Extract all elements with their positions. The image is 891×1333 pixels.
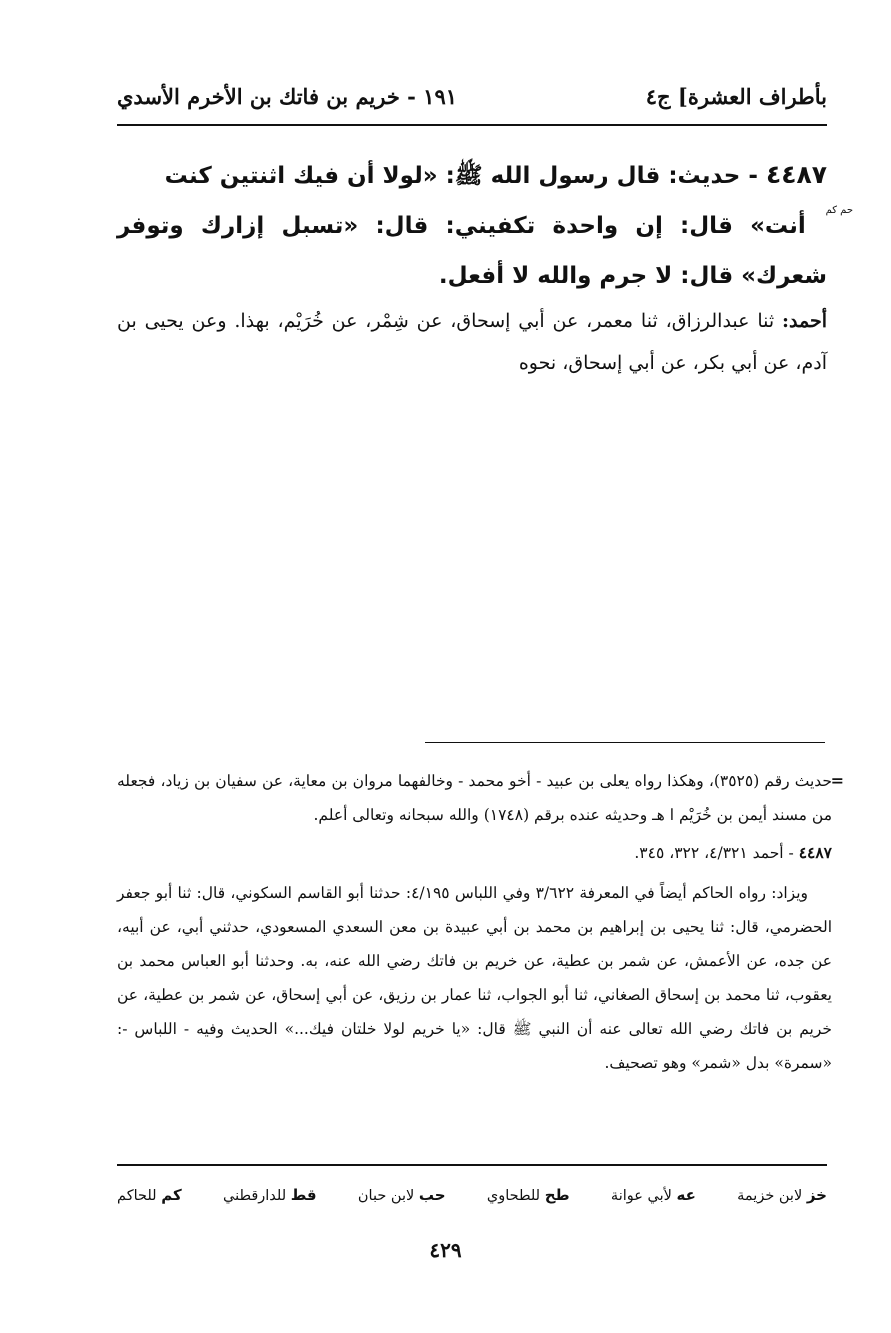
footnote-divider	[425, 742, 825, 743]
footnote-addition: ويزاد: رواه الحاكم أيضاً في المعرفة ٣/٦٢٢ وفي اللباس ٤/١٩٥: حدثنا أبو القاسم السكوني، قال: ثنا أبو جعفر الحضرمي، قال: ثنا يحيى بن إبراهيم بن محمد بن أبي عبيدة بن معن السعدي المسعودي، حدثني أبي، عن أبيه، عن جده، عن الأعمش، عن شمر بن عطية، عن خريم بن فاتك رضي الله عنه، به. وحدثنا أبو العباس محمد بن يعقوب، ثنا محمد بن إسحاق الصغاني، ثنا أبو الجواب، ثنا عمار بن رزيق، عن أبي إسحاق، عن شمر بن عطية، عن خريم بن فاتك رضي الله تعالى عنه أن النبي ﷺ قال: «يا خريم لولا خلتان فيك...» الحديث وفيه - اللباس -: «سمرة» بدل «شمر» وهو تصحيف.	[117, 884, 832, 1072]
hadith-number: ٤٤٨٧	[765, 160, 827, 189]
legend-item: عه لأبي عوانة	[610, 1186, 696, 1204]
header-section-title: ١٩١ - خريم بن فاتك بن الأخرم الأسدي	[117, 83, 458, 109]
footnote-ref-number: ٤٤٨٧	[798, 843, 832, 862]
legend-item: حب لابن حبان	[357, 1186, 446, 1204]
hadith-entry	[117, 150, 853, 301]
footnotes	[117, 764, 844, 1080]
page-number: ٤٢٩	[429, 1238, 462, 1262]
footnote-ref-text: - أحمد ٤/٣٢١، ٣٢٢، ٣٤٥.	[634, 844, 794, 862]
hadith-source-symbols: حم كم	[825, 205, 853, 216]
footnote-continuation-marker: =	[830, 771, 844, 790]
source-label: أحمد:	[782, 310, 827, 332]
legend-item: قط للدارقطني	[222, 1186, 317, 1204]
header-book-title: بأطراف العشرة] ج٤	[645, 83, 827, 109]
legend-item: خز لابن خزيمة	[737, 1186, 827, 1204]
legend-item: طح للطحاوي	[486, 1186, 570, 1204]
footnote-continuation: حديث رقم (٣٥٢٥)، وهكذا رواه يعلى بن عبيد - أخو محمد - وخالفهما مروان بن معاية، عن سفيان بن زياد، فجعله من مسند أيمن بن خُرَيْم ا هـ وحديثه عنده برقم (١٧٤٨) والله سبحانه وتعالى أعلم.	[117, 772, 832, 824]
abbreviation-legend	[117, 1178, 827, 1212]
legend-divider	[117, 1164, 827, 1166]
hadith-text-line1: - حديث: قال رسول الله ﷺ: «لولا أن فيك اثنتين كنت	[164, 163, 758, 189]
hadith-text-rest: أنت» قال: إن واحدة تكفيني: قال: «تسبل إزارك وتوفر شعرك» قال: لا جرم والله لا أفعل.	[117, 213, 827, 289]
chain-of-narration	[117, 300, 827, 384]
header-divider	[117, 124, 827, 126]
running-header	[117, 78, 827, 114]
source-text: ثنا عبدالرزاق، ثنا معمر، عن أبي إسحاق، عن شِمْر، عن خُرَيْم، بهذا. وعن يحيى بن آدم، عن أبي بكر، عن أبي إسحاق، نحوه	[117, 310, 827, 374]
legend-item: كم للحاكم	[117, 1186, 182, 1204]
footnote-reference	[117, 836, 832, 870]
